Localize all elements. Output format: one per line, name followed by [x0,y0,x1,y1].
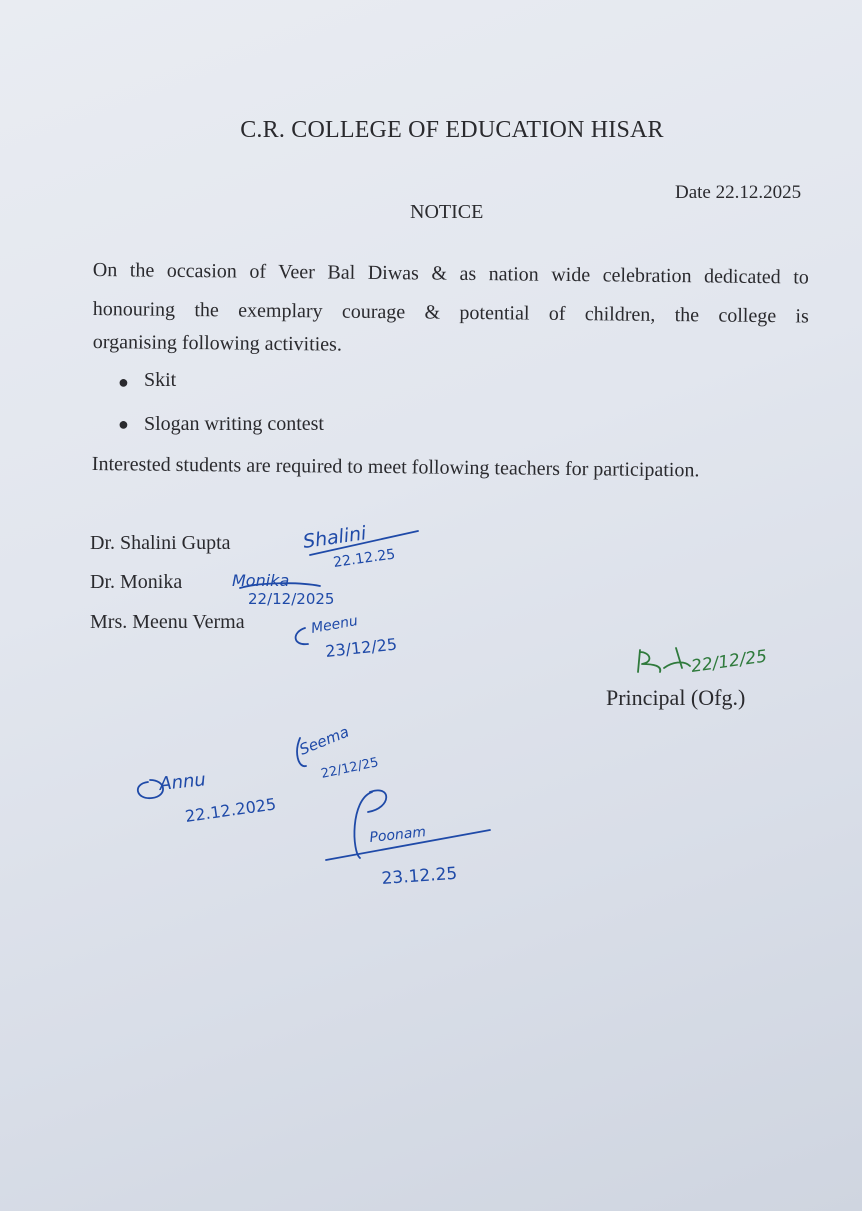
bullet-icon: ● [118,372,129,392]
principal-sign-date: 22/12/25 [689,646,769,677]
signature-date: 22/12/25 [319,755,380,782]
activity-item: Skit [144,369,177,391]
signature-annu: Annu [158,769,207,795]
notice-date: Date 22.12.2025 [675,182,802,203]
bullet-icon: ● [118,414,129,434]
signature-stroke [664,648,690,668]
instruction-line: Interested students are required to meet following teachers for participation. [91,452,700,482]
signature-date: 22.12.2025 [183,794,278,826]
signature-date: 22.12.25 [332,546,397,571]
signature-stroke [638,650,660,672]
principal-designation: Principal (Ofg.) [606,685,746,710]
signature-date: 23/12/25 [324,634,398,661]
signature-poonam: Poonam [368,824,427,846]
signature-date: 22/12/2025 [248,590,335,608]
signature-seema: Seema [296,722,352,759]
teacher-name: Dr. Monika [90,571,183,593]
paragraph-line-1: On the occasion of Veer Bal Diwas & as nation wide celebration dedicated to [92,258,809,289]
institution-title: C.R. COLLEGE OF EDUCATION HISAR [240,117,664,143]
signature-shalini: Shalini [301,522,368,553]
paragraph-line-2: honouring the exemplary courage & potential of children, the college is [92,297,809,328]
activity-item: Slogan writing contest [144,413,324,435]
teacher-name: Dr. Shalini Gupta [90,532,231,554]
teacher-name: Mrs. Meenu Verma [90,611,245,633]
notice-heading: NOTICE [410,201,484,223]
signature-date: 23.12.25 [380,863,458,889]
signature-monika: Monika [232,571,290,590]
signature-meenu: Meenu [309,613,360,637]
paragraph-line-3: organising following activities. [92,330,343,356]
